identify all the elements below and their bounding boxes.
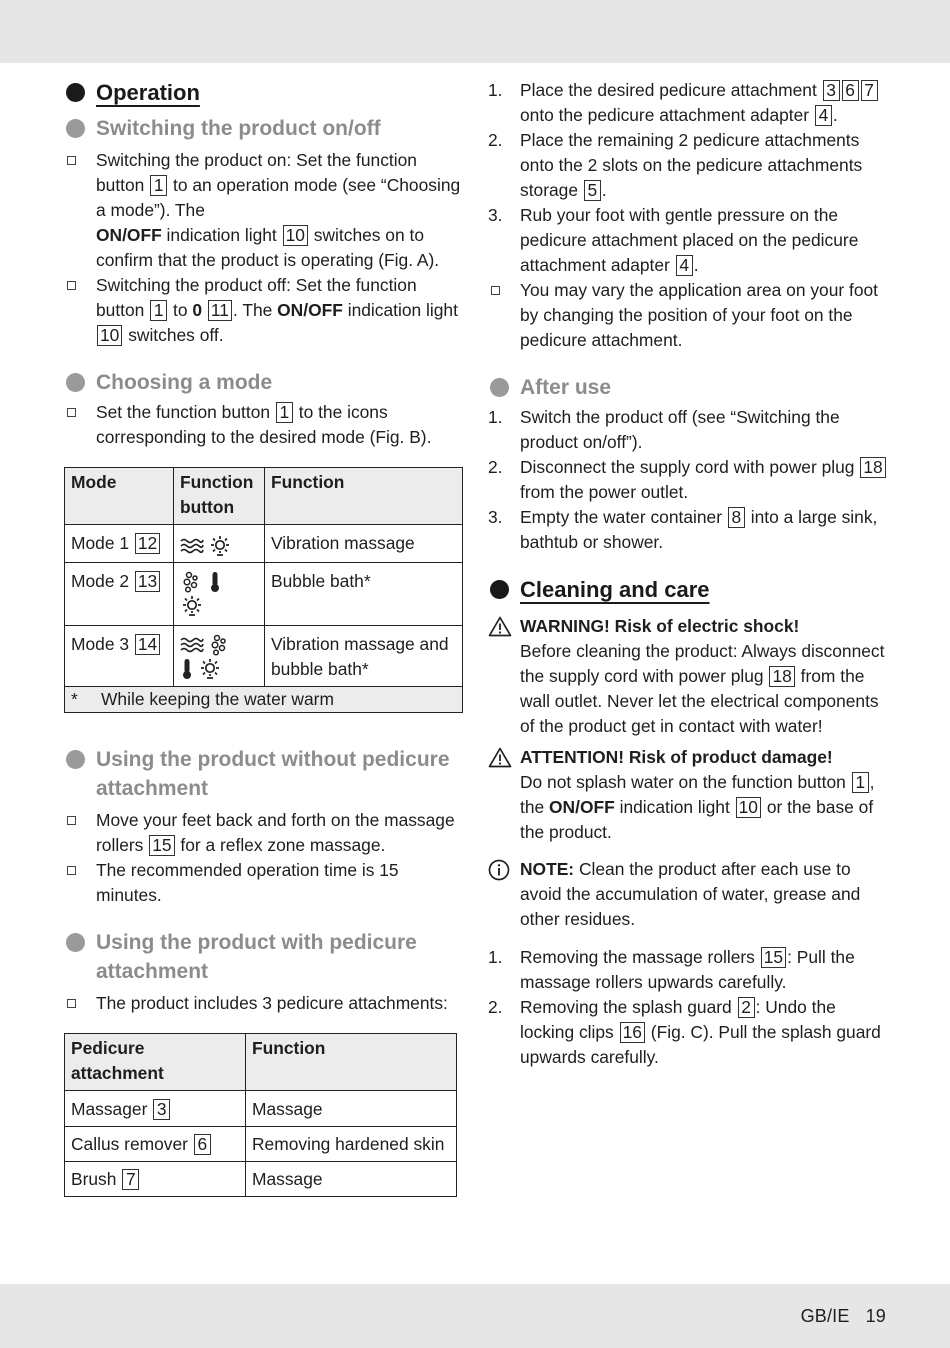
info-circle-icon <box>488 859 510 881</box>
attachment-table <box>64 1033 457 1197</box>
list-item: 2. Place the remaining 2 pedicure attachments onto the 2 slots on the pedicure attachments storage 5 . <box>488 130 863 200</box>
with-item: The product includes 3 pedicure attachments: <box>64 991 468 1016</box>
checkbox-bullet-icon <box>67 999 76 1008</box>
ref-box: 16 <box>620 1022 645 1043</box>
table-row: Brush 7 Massage <box>65 1162 457 1197</box>
table-row: Mode 1 12 Vibration massage <box>65 525 463 563</box>
ref-box: 10 <box>283 225 308 246</box>
warning-triangle-icon <box>488 616 512 637</box>
heat-light-icon <box>180 595 204 617</box>
table-header: Function button <box>174 468 265 525</box>
table-row: Mode 2 13 Bubble bath* <box>65 563 463 626</box>
after-use-heading: After use <box>488 373 888 402</box>
ref-box: 7 <box>861 80 878 101</box>
list-item: 3. Rub your foot with gentle pressure on the pedicure attachment placed on the pedicure attachment adapter 4 . <box>488 205 859 275</box>
list-item: 1. Place the desired pedicure attachment 3 6 7 onto the pedicure attachment adapter 4 . <box>488 78 888 128</box>
table-row: Mode 3 14 Vibration massage and bubble bath* <box>65 626 463 687</box>
ref-box: 13 <box>135 571 160 592</box>
ref-box: 1 <box>852 772 869 793</box>
ref-box: 10 <box>97 325 122 346</box>
bubbles-icon <box>208 634 232 656</box>
list-item: 1. Removing the massage rollers 15 : Pull the massage rollers upwards carefully. <box>488 947 855 992</box>
ref-box: 4 <box>815 105 832 126</box>
table-footnote: * While keeping the water warm <box>65 687 463 713</box>
warning-block: WARNING! Risk of electric shock! Before cleaning the product: Always disconnect the supply cord with power plug 18 from the wall outlet. Never let the electrical components of the product get in contact with water! <box>488 614 888 739</box>
bubbles-icon <box>180 571 204 593</box>
ref-box: 8 <box>728 507 745 528</box>
note-block: NOTE: Clean the product after each use to avoid the accumulation of water, grease and other residues. <box>488 857 888 932</box>
heading-bullet-icon <box>66 83 85 102</box>
page-footer <box>801 1304 886 1329</box>
operation-time-item: The recommended operation time is 15 minutes. <box>64 858 468 908</box>
table-header: Mode <box>65 468 174 525</box>
attention-block: ATTENTION! Risk of product damage! Do not splash water on the function button 1 , the ON/OFF indication light 10 or the base of the product. <box>488 745 888 845</box>
with-attachment-heading: Using the product with pedicure attachment <box>64 928 468 986</box>
heading-bullet-icon <box>490 378 509 397</box>
list-item: 2. Disconnect the supply cord with power plug 18 from the power outlet. <box>488 455 888 505</box>
heading-bullet-icon <box>66 119 85 138</box>
choosing-item: Set the function button 1 to the icons corresponding to the desired mode (Fig. B). <box>64 400 468 450</box>
mode-table <box>64 467 463 713</box>
switch-on-item: Switching the product on: Set the function button 1 to an operation mode (see “Choosing a mode”). The ON/OFF indication light 10 switches on to confirm that the product is operating (Fig. A). <box>64 148 468 273</box>
ref-box: 14 <box>135 634 160 655</box>
checkbox-bullet-icon <box>67 281 76 290</box>
checkbox-bullet-icon <box>67 816 76 825</box>
warning-triangle-icon <box>488 747 512 768</box>
thermometer-icon <box>208 571 222 593</box>
top-band <box>0 0 950 63</box>
without-item: Move your feet back and forth on the massage rollers 15 for a reflex zone massage. <box>64 808 468 858</box>
checkbox-bullet-icon <box>491 286 500 295</box>
ref-box: 7 <box>122 1169 139 1190</box>
checkbox-bullet-icon <box>67 408 76 417</box>
ref-box: 11 <box>208 300 232 321</box>
page-number: 19 <box>865 1306 886 1326</box>
ref-box: 6 <box>194 1134 211 1155</box>
vibration-waves-icon <box>180 637 204 653</box>
ref-box: 18 <box>860 457 885 478</box>
heat-light-icon <box>198 658 222 680</box>
ref-box: 6 <box>842 80 859 101</box>
vary-item: You may vary the application area on your foot by changing the position of your foot on the pedicure attachment. <box>488 278 888 353</box>
ref-box: 3 <box>153 1099 170 1120</box>
ref-box: 5 <box>584 180 601 201</box>
ref-box: 1 <box>150 175 167 196</box>
table-header: Function <box>265 468 463 525</box>
choosing-heading: Choosing a mode <box>64 368 468 397</box>
heading-bullet-icon <box>66 373 85 392</box>
switch-off-item: Switching the product off: Set the function button 1 to 0 11 . The ON/OFF indication light 10 switches off. <box>64 273 468 348</box>
heading-bullet-icon <box>490 580 509 599</box>
ref-box: 2 <box>738 997 755 1018</box>
operation-heading: Operation <box>64 78 468 107</box>
heading-bullet-icon <box>66 933 85 952</box>
footer-region: GB/IE <box>800 1306 850 1326</box>
list-item: 2. Removing the splash guard 2 : Undo the locking clips 16 (Fig. C). Pull the splash guard upwards carefully. <box>488 997 881 1067</box>
table-row: Massager 3 Massage <box>65 1091 457 1127</box>
ref-box: 18 <box>769 666 794 687</box>
ref-box: 15 <box>761 947 786 968</box>
ref-box: 10 <box>736 797 761 818</box>
table-header: Pedicure attachment <box>65 1034 246 1091</box>
table-header: Function <box>246 1034 457 1091</box>
ref-box: 12 <box>135 533 160 554</box>
ref-box: 1 <box>150 300 167 321</box>
heading-bullet-icon <box>66 750 85 769</box>
right-column <box>488 78 888 1070</box>
vibration-waves-icon <box>180 538 204 554</box>
ref-box: 3 <box>823 80 840 101</box>
checkbox-bullet-icon <box>67 866 76 875</box>
heat-light-icon <box>208 535 232 557</box>
table-row: Callus remover 6 Removing hardened skin <box>65 1127 457 1162</box>
without-attachment-heading: Using the product without pedicure attachment <box>64 745 468 803</box>
list-item: 3. Empty the water container 8 into a large sink, bathtub or shower. <box>488 507 878 552</box>
left-column <box>64 78 468 1197</box>
switching-heading: Switching the product on/off <box>64 114 468 143</box>
checkbox-bullet-icon <box>67 156 76 165</box>
ref-box: 4 <box>676 255 693 276</box>
list-item: 1. Switch the product off (see “Switching the product on/off”). <box>488 407 840 452</box>
ref-box: 1 <box>276 402 293 423</box>
ref-box: 15 <box>149 835 174 856</box>
thermometer-icon <box>180 658 194 680</box>
cleaning-heading: Cleaning and care <box>488 575 888 604</box>
